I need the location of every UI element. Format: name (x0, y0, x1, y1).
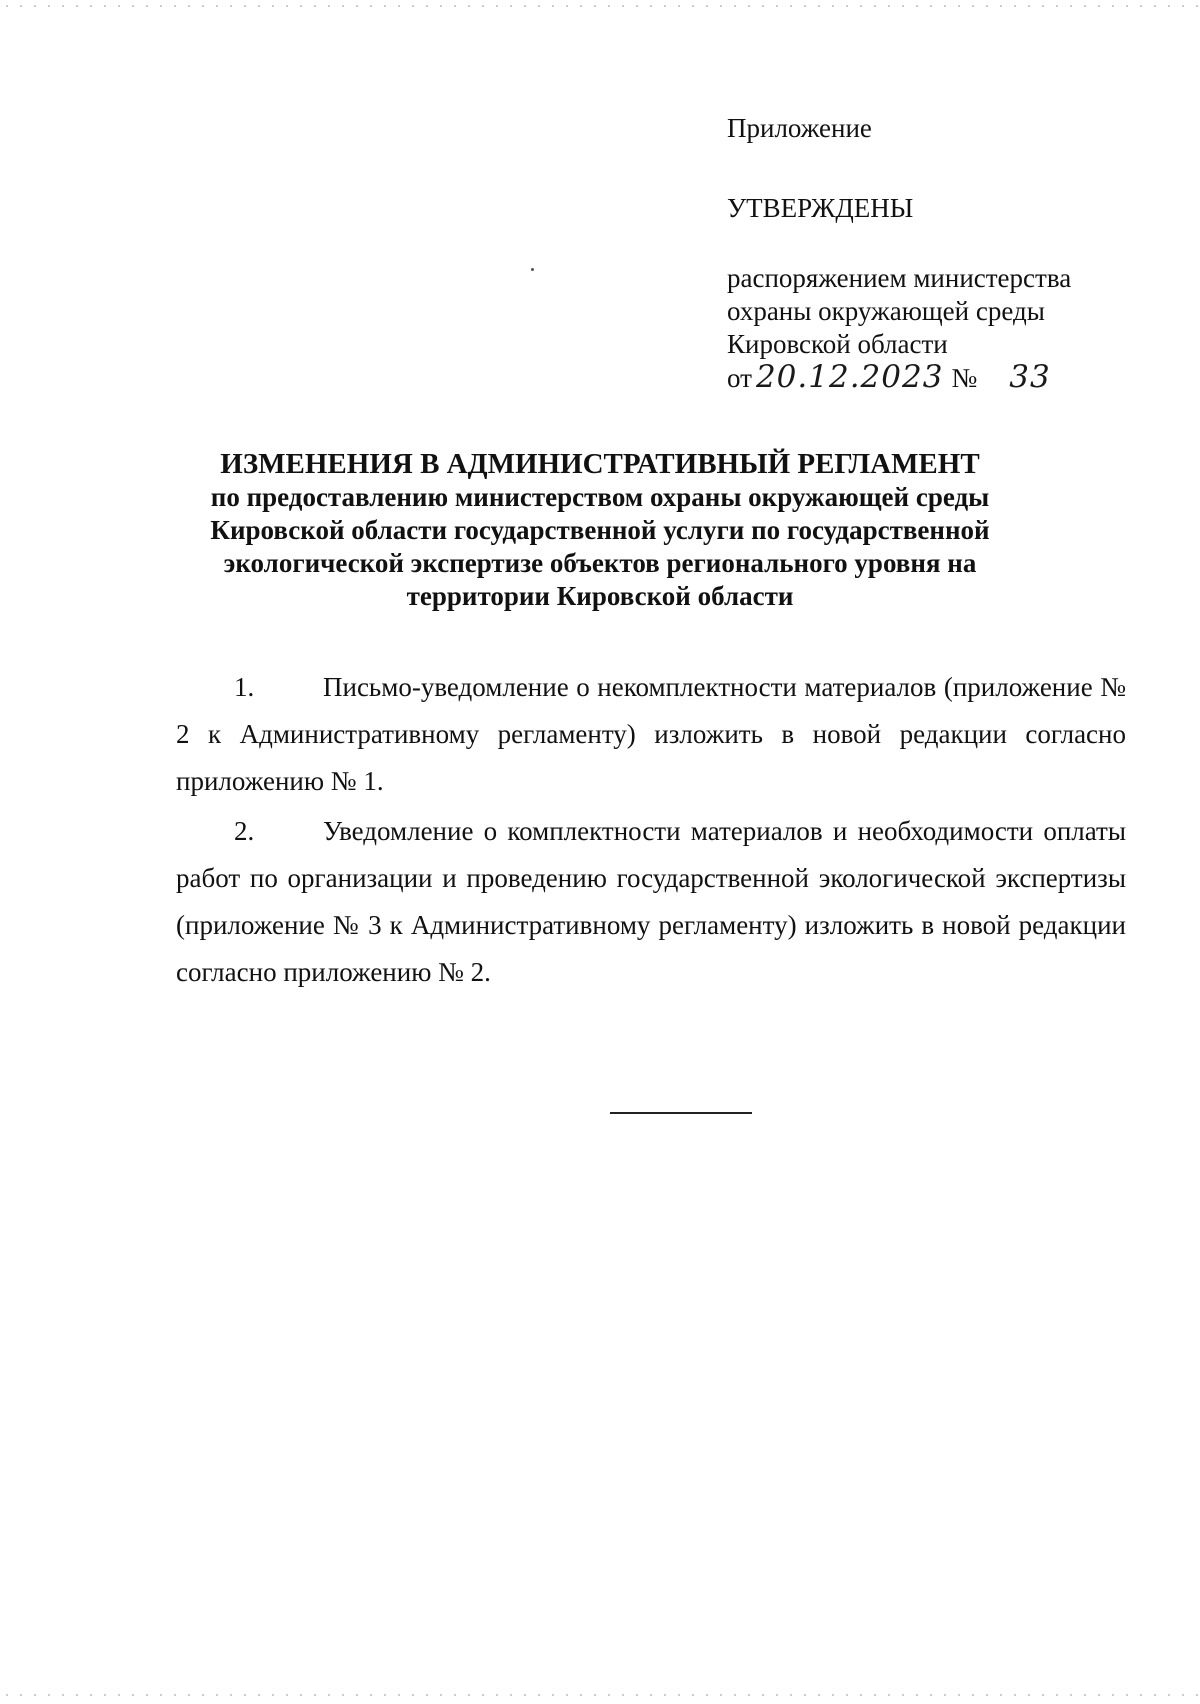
handwritten-date: 20.12.2023 (755, 359, 944, 395)
paragraph-number: 1. (234, 672, 255, 702)
scan-marks-top (0, 5, 1200, 7)
numbered-paragraph (176, 664, 1126, 805)
number-label: № (951, 363, 978, 393)
document-heading (150, 448, 1050, 613)
document-subtitle-line: по предоставлению министерством охраны окружающей среды (210, 482, 990, 512)
document-title: ИЗМЕНЕНИЯ В АДМИНИСТРАТИВНЫЙ РЕГЛАМЕНТ (220, 448, 980, 480)
order-date-line (727, 361, 1127, 395)
document-subtitle-line: Кировской области государственной услуги по государственной (210, 515, 990, 545)
order-line: распоряжением министерства (727, 263, 1072, 293)
document-subtitle-line: экологической экспертизе объектов регионального уровня на (223, 548, 977, 578)
paragraph-text: Уведомление о комплектности материалов и необходимости оплаты работ по организации и проведению государственной экологической экспертизы (приложение № 3 к Административному регламенту) изложить в новой редакции согласно приложению № 2. (176, 816, 1126, 987)
paragraph-text: Письмо-уведомление о некомплектности материалов (приложение № 2 к Административному регламенту) изложить в новой редакции согласно приложению № 1. (176, 672, 1126, 796)
approved-label: УТВЕРЖДЕНЫ (727, 193, 914, 223)
approval-block (727, 112, 1127, 395)
closing-rule (610, 1112, 752, 1114)
date-prefix: от (727, 363, 752, 393)
document-subtitle-line: территории Кировской области (406, 581, 794, 611)
scan-speck (531, 268, 534, 271)
document-body (176, 664, 1126, 999)
order-reference (727, 262, 1127, 395)
appendix-label: Приложение (727, 113, 872, 143)
numbered-paragraph (176, 808, 1126, 996)
order-line: Кировской области (727, 329, 948, 359)
scan-marks-bottom (0, 1694, 1200, 1696)
order-line: охраны окружающей среды (727, 296, 1045, 326)
paragraph-number: 2. (234, 816, 255, 846)
handwritten-number: 33 (1009, 359, 1051, 395)
